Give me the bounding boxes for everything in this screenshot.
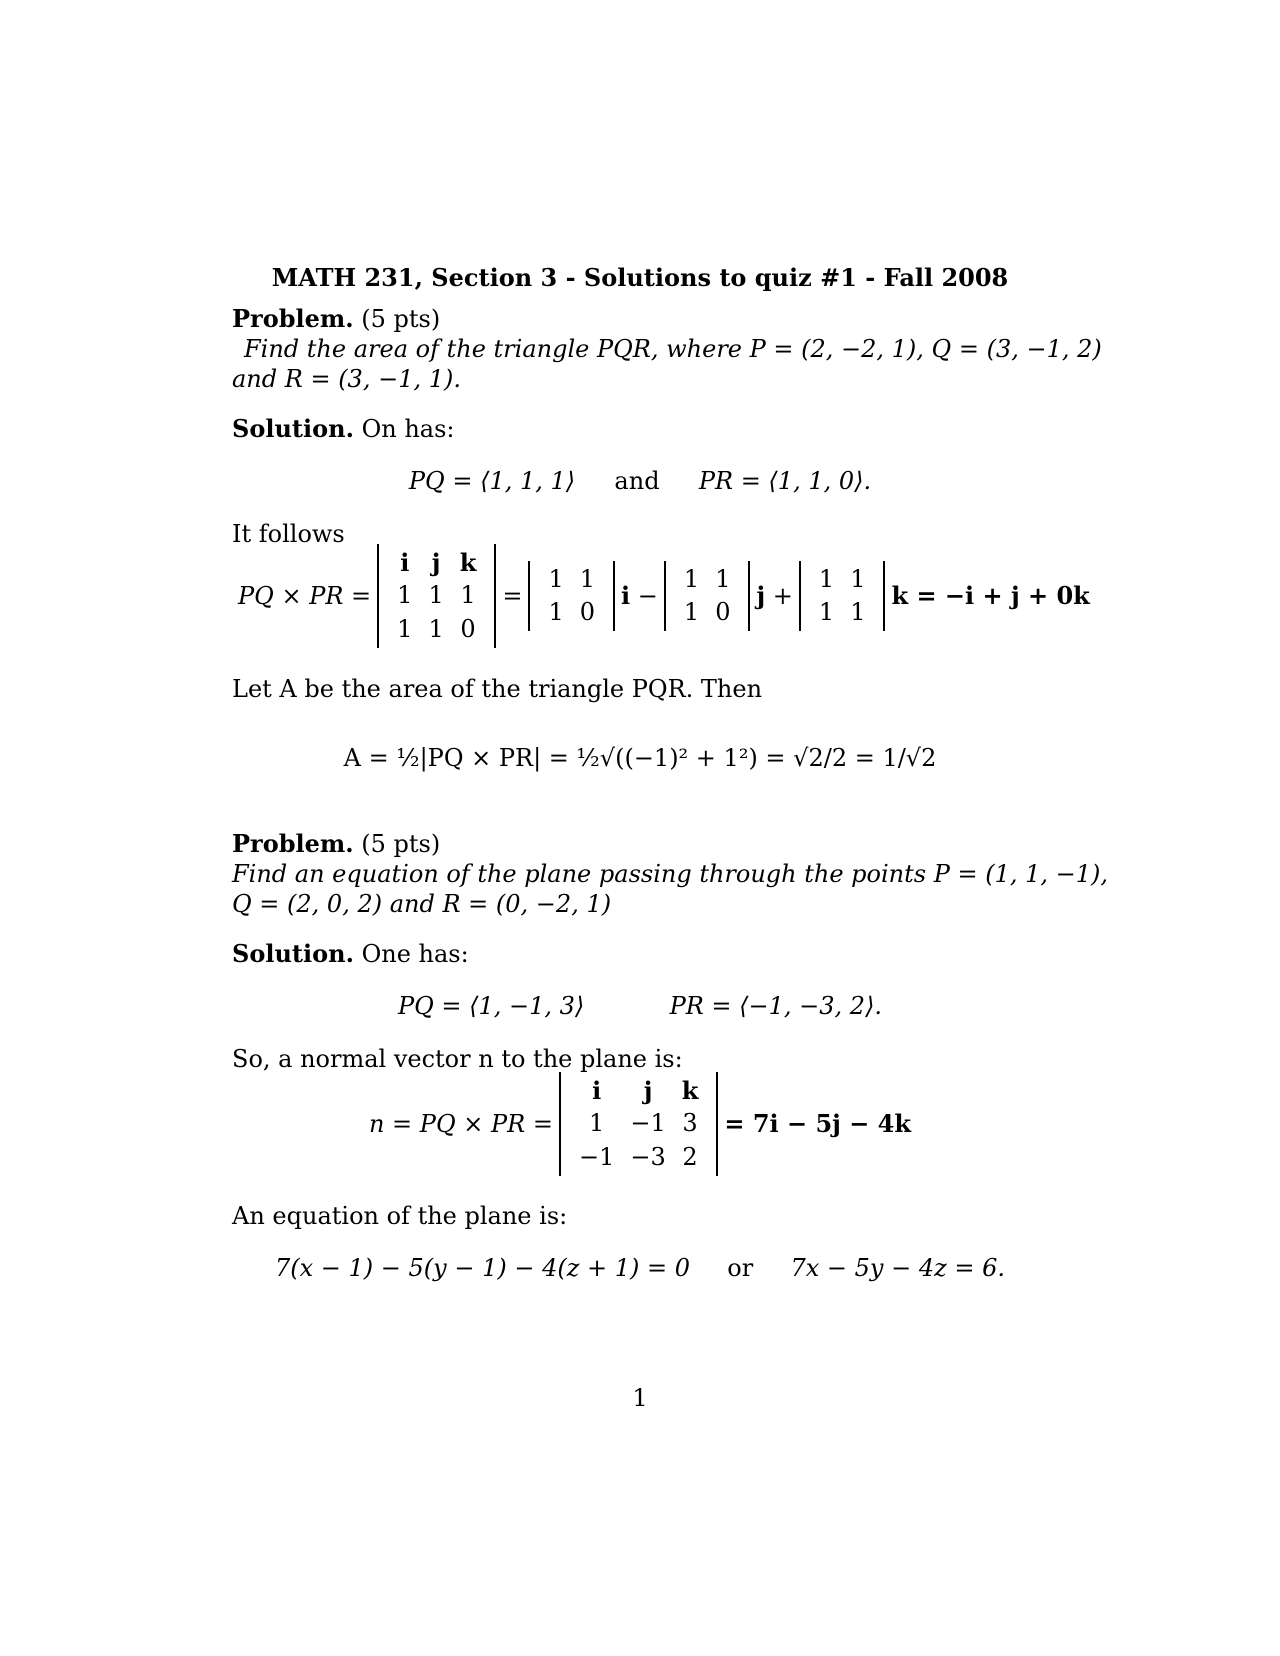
det-cell: k [459,548,477,578]
problem-2-solution-line [232,938,469,970]
problem-1-statement-line-2: and R = (3, −1, 1). [232,365,461,393]
problem-1-solution-line [232,413,455,445]
det-cell: −3 [630,1142,666,1171]
det-cell: k [681,1076,699,1106]
problem-2-plane-eq-1: 7(x − 1) − 5(y − 1) − 4(z + 1) = 0 [274,1254,690,1282]
problem-1-cross-result: k = −i + j + 0k [891,580,1090,610]
problem-2-heading-line [232,828,440,860]
det-cell: 1 [428,581,444,610]
det-cell: 0 [715,598,731,626]
det-cell: 1 [589,1109,605,1138]
problem-1-heading-line [232,303,440,335]
det-cell: 1 [850,598,866,626]
problem-2-plane-or: or [727,1254,754,1282]
problem-2-normal-result: = 7i − 5j − 4k [724,1108,912,1138]
det-cell: j [643,1076,653,1106]
problem-1-vector-pr: PR = ⟨1, 1, 0⟩. [698,467,872,495]
problem-1-cross-product: PQ × PR = i j k 1 1 1 1 1 0 = 1 1 1 0 i − 1 1 1 0 j + 1 1 1 1 k = −i + j + 0k [238,552,1058,640]
problem-2-statement-line-1: Find an equation of the plane passing through the points P = (1, 1, −1), [232,860,1109,888]
det-cell: 1 [397,614,413,643]
problem-1-heading: Problem. [232,304,354,333]
det-cell: 1 [683,564,700,593]
problem-1-minor-j [664,561,751,631]
problem-2-vector-pq: PQ = ⟨1, −1, 3⟩ [397,992,585,1020]
problem-2-normal-intro: So, a normal vector n to the plane is: [232,1045,683,1073]
det-cell: 2 [682,1142,698,1171]
det-cell: 1 [818,564,835,593]
problem-1-it-follows: It follows [232,520,345,548]
problem-1-vectors [0,465,1280,497]
page-number: 1 [632,1384,648,1412]
problem-2-statement-line-2: Q = (2, 0, 2) and R = (0, −2, 1) [232,890,612,918]
problem-2-points: (5 pts) [361,830,441,858]
det-cell: 1 [850,564,866,593]
problem-2-vectors [0,990,1280,1022]
problem-2-determinant-3x3 [559,1072,718,1176]
det-cell: 3 [682,1109,698,1138]
det-cell: j [431,548,441,578]
problem-2-plane-eq-2: 7x − 5y − 4z = 6. [790,1254,1006,1282]
problem-2-plane-equation [0,1252,1280,1284]
problem-1-determinant-3x3 [377,544,496,648]
det-cell: 1 [397,581,413,610]
problem-2-plane-intro: An equation of the plane is: [232,1202,568,1230]
problem-1-vector-pq: PQ = ⟨1, 1, 1⟩ [408,467,576,495]
det-cell: 0 [460,614,476,643]
det-cell: 1 [460,581,476,610]
det-cell: 1 [579,564,596,593]
problem-1-vectors-and: and [614,467,660,495]
problem-1-statement-line-1: Find the area of the triangle PQR, where P = (2, −2, 1), Q = (3, −1, 2) [244,335,1102,363]
det-cell: 1 [548,564,564,593]
problem-1-minor-i [528,561,615,631]
det-cell: 1 [715,564,731,593]
problem-1-solution-heading: Solution. [232,414,354,443]
det-cell: 1 [548,598,564,626]
document-title: MATH 231, Section 3 - Solutions to quiz #1 - Fall 2008 [271,263,1009,292]
det-cell: i [400,548,410,578]
det-cell: −1 [578,1142,615,1171]
problem-2-normal-vector [0,1078,1280,1170]
det-cell: 1 [818,598,835,626]
det-cell: 1 [428,614,444,643]
problem-1-solution-intro: On has: [361,415,455,443]
problem-2-vector-pr: PR = ⟨−1, −3, 2⟩. [669,992,883,1020]
det-cell: 1 [683,598,700,626]
problem-2-heading: Problem. [232,829,354,858]
det-cell: 0 [579,598,596,626]
problem-1-area-formula: A = ½|PQ × PR| = ½√((−1)² + 1²) = √2/2 = 1/√2 [343,744,937,772]
problem-2-solution-heading: Solution. [232,939,354,968]
problem-1-area-intro: Let A be the area of the triangle PQR. Then [232,675,763,703]
det-cell: i [592,1076,602,1106]
problem-2-normal-lhs: n = PQ × PR = [368,1109,553,1138]
problem-1-minor-k [799,561,886,631]
problem-1-points: (5 pts) [361,305,441,333]
det-cell: −1 [630,1109,666,1138]
problem-2-solution-intro: One has: [361,940,469,968]
problem-1-cross-lhs: PQ × PR = [238,581,372,610]
